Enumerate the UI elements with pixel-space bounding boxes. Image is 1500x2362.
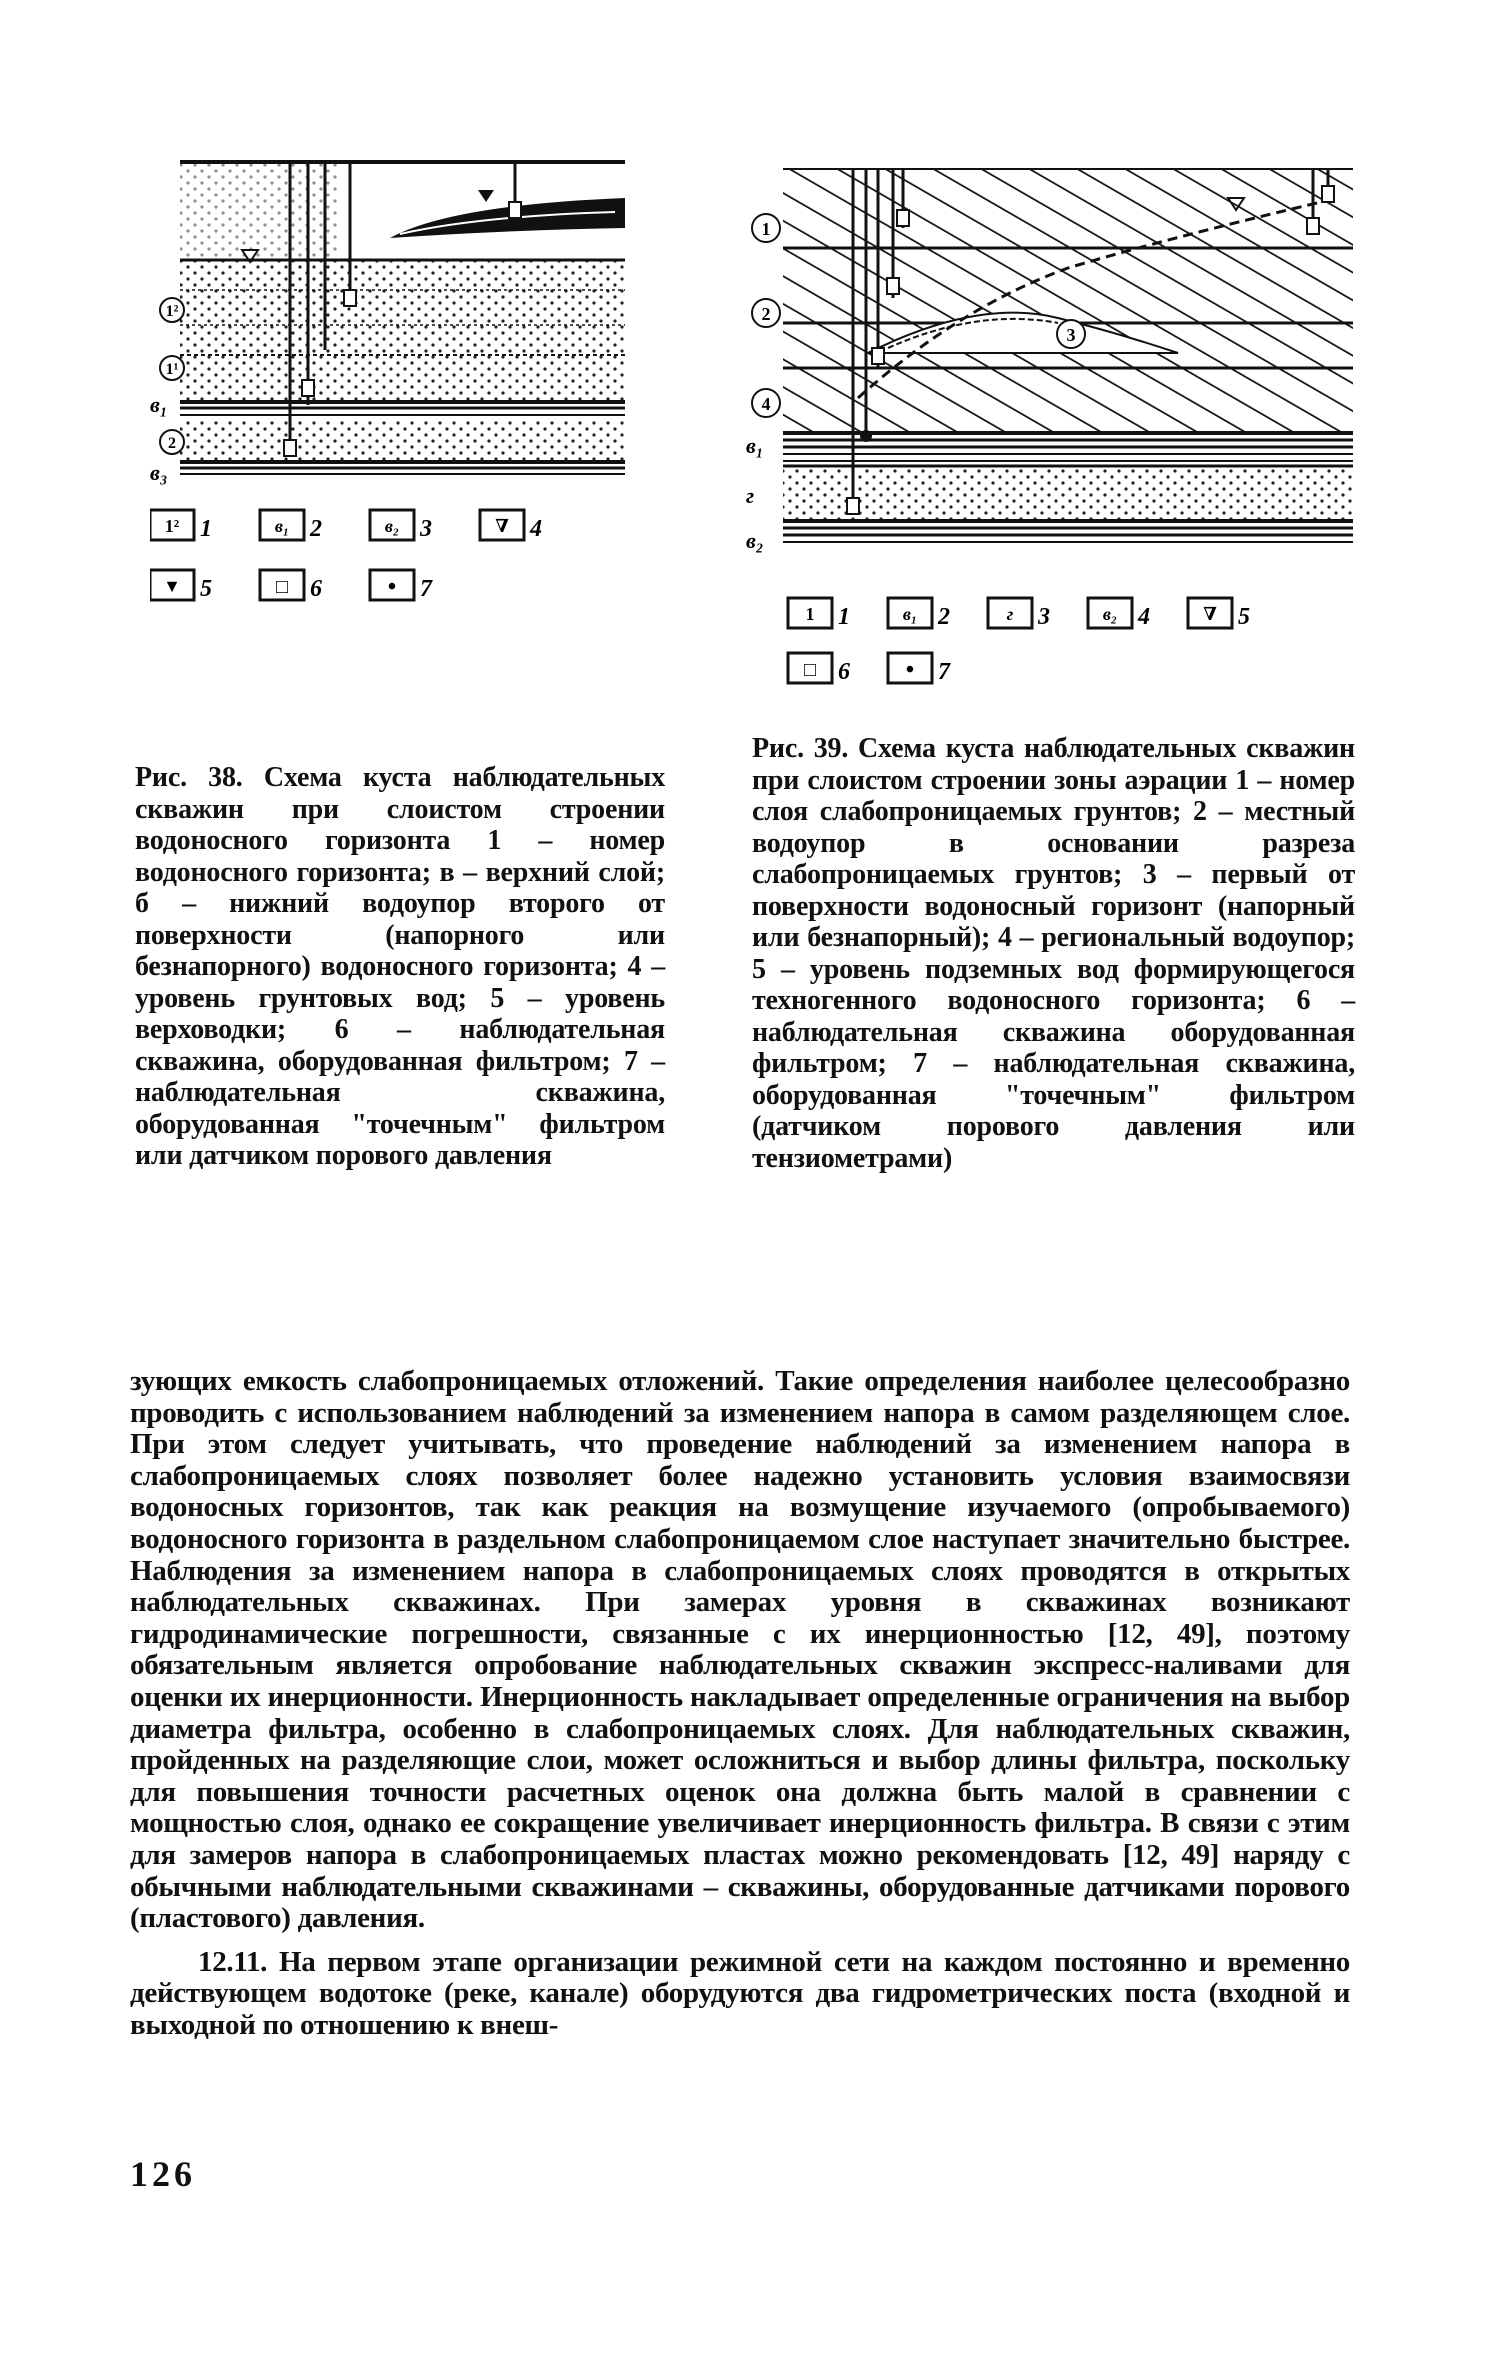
svg-text:1: 1 [200,516,212,542]
layer-label: 1¹ [165,361,179,378]
svg-text:1²: 1² [164,516,180,536]
svg-text:5: 5 [200,576,212,602]
legend-item [370,510,432,542]
svg-text:□: □ [275,576,289,598]
legend-item [1188,598,1250,630]
figure-38-caption-body: 1 – номер водоносного горизонта; в – верхний слой; б – нижний водоупор второго от поверхности (напорного или безнапорного) водоносного горизонта; 4 – уровень грунтовых вод; 5 – уровень верховодки; 6 – наблюдательная скважина, оборудованная фильтром; 7 – наблюдательная скважина, оборудованная "точечным" фильтром или датчиком порового давления [135,825,665,1171]
layer-label: 1² [165,303,179,320]
body-text [130,1366,1350,2041]
cross-section-38 [150,160,625,485]
svg-text:6: 6 [310,576,322,602]
legend-item [370,570,433,602]
legend-38 [150,510,542,602]
legend-item [150,510,212,542]
figure-39-caption-body: 1 – номер слоя слабопроницаемых грунтов; 2 – местный водоупор в основании разреза слабопроницаемых грунтов; 3 – первый от поверхности водоносный горизонт (напорный или безнапорный); 4 – региональный водоупор; 5 – уровень подземных вод формирующегося техногенного водоносного горизонта; 6 – наблюдательная скважина оборудованная фильтром; 7 – наблюдательная скважина, оборудованная "точечным" фильтром (датчиком порового давления или тензиометрами) [752,764,1355,1174]
page-number: 126 [130,2154,196,2194]
layer-label: 2 [168,435,176,452]
legend-item [788,653,850,685]
svg-text:в₁: в₁ [746,433,764,458]
svg-text:в₂: в₂ [384,516,400,536]
svg-text:2: 2 [938,604,950,630]
legend-item [480,510,542,542]
perched-water-level-icon [478,190,494,202]
svg-text:4: 4 [761,394,771,414]
figure-39-caption-title: Рис. 39. Схема куста наблюдательных скважин при слоистом строении зоны аэрации [752,733,1355,796]
figure-39-diagram [738,168,1358,708]
body-paragraph: зующих емкость слабопроницаемых отложений. Такие определения наиболее целесообразно проводить с использованием наблюдений за изменением напора в самом разделяющем слое. При этом следует учитывать, что проведение наблюдений за изменением напора в слабопроницаемых слоях позволяет более надежно установить условия взаимосвязи водоносных горизонтов, так как реакция на возмущение изучаемого (опробываемого) водоносного горизонта в раздельном слабопроницаемом слое наступает значительно быстрее. Наблюдения за изменением напора в слабопроницаемых слоях проводятся в открытых наблюдательных скважинах. При замерах уровня в скважинах возникают гидродинамические погрешности, связанные с их инерционностью [12, 49], поэтому обязательным является опробование наблюдательных скважин экспресс-наливами для оценки их инерционности. Инерционность накладывает определенные ограничения на выбор диаметра фильтра, особенно в слабопроницаемых слоях. Для наблюдательных скважин, пройденных на разделяющие слои, может осложниться и выбор длины фильтра, поскольку для повышения точности расчетных оценок она должна быть малой в сравнении с мощностью слоя, однако ее сокращение увеличивает инерционность фильтра. В связи с этим для замеров напора в слабопроницаемых пластах можно рекомендовать [12, 49] наряду с обычными наблюдательными скважинами – скважины, оборудованные датчиками порового (пластового) давления. [130,1365,1350,1935]
svg-text:•: • [387,574,397,600]
layer-label: в₁ [150,392,168,417]
legend-item [1088,598,1150,630]
svg-text:∇: ∇ [1203,604,1217,624]
legend-item [888,653,951,685]
svg-text:2: 2 [310,516,322,542]
body-paragraph: 12.11. На первом этапе организации режимной сети на каждом постоянно и временно действующем водотоке (реке, канале) оборудуются два гидрометрических поста (входной и выходной по отношению к внеш- [130,1945,1350,2041]
legend-item [260,510,322,542]
svg-text:г: г [1006,604,1014,624]
svg-text:2: 2 [761,304,771,324]
figure-38-diagram [150,150,630,620]
svg-text:3: 3 [1038,604,1050,630]
svg-text:в₁: в₁ [902,604,918,624]
figure-38-caption-title: Рис. 38. Схема куста наблюдательных скважин при слоистом строении водоносного горизонта [135,762,665,856]
figure-39-caption [752,733,1355,1174]
svg-text:1: 1 [805,604,815,624]
svg-text:4: 4 [530,516,542,542]
svg-text:7: 7 [420,576,432,602]
layer-labels-38 [150,298,184,485]
svg-text:▼: ▼ [163,576,181,596]
svg-text:3: 3 [1066,325,1076,345]
svg-text:•: • [905,657,915,683]
legend-item [988,598,1050,630]
svg-text:3: 3 [420,516,432,542]
svg-text:1: 1 [838,604,850,630]
svg-text:5: 5 [1238,604,1250,630]
svg-text:г: г [746,483,755,508]
svg-text:4: 4 [1138,604,1150,630]
legend-item [150,570,212,602]
svg-text:в₂: в₂ [746,528,764,553]
legend-item [260,570,322,602]
svg-text:6: 6 [838,659,850,685]
svg-text:□: □ [803,659,817,681]
figure-38-caption [135,762,665,1172]
svg-text:1: 1 [761,219,771,239]
svg-text:7: 7 [938,659,950,685]
layer-label: в₃ [150,460,168,485]
svg-text:в₁: в₁ [274,516,290,536]
svg-text:в₂: в₂ [1102,604,1118,624]
cross-section-39 [746,168,1353,553]
legend-39 [788,598,1250,685]
legend-item [888,598,950,630]
legend-item [788,598,850,630]
svg-text:∇: ∇ [495,516,509,536]
